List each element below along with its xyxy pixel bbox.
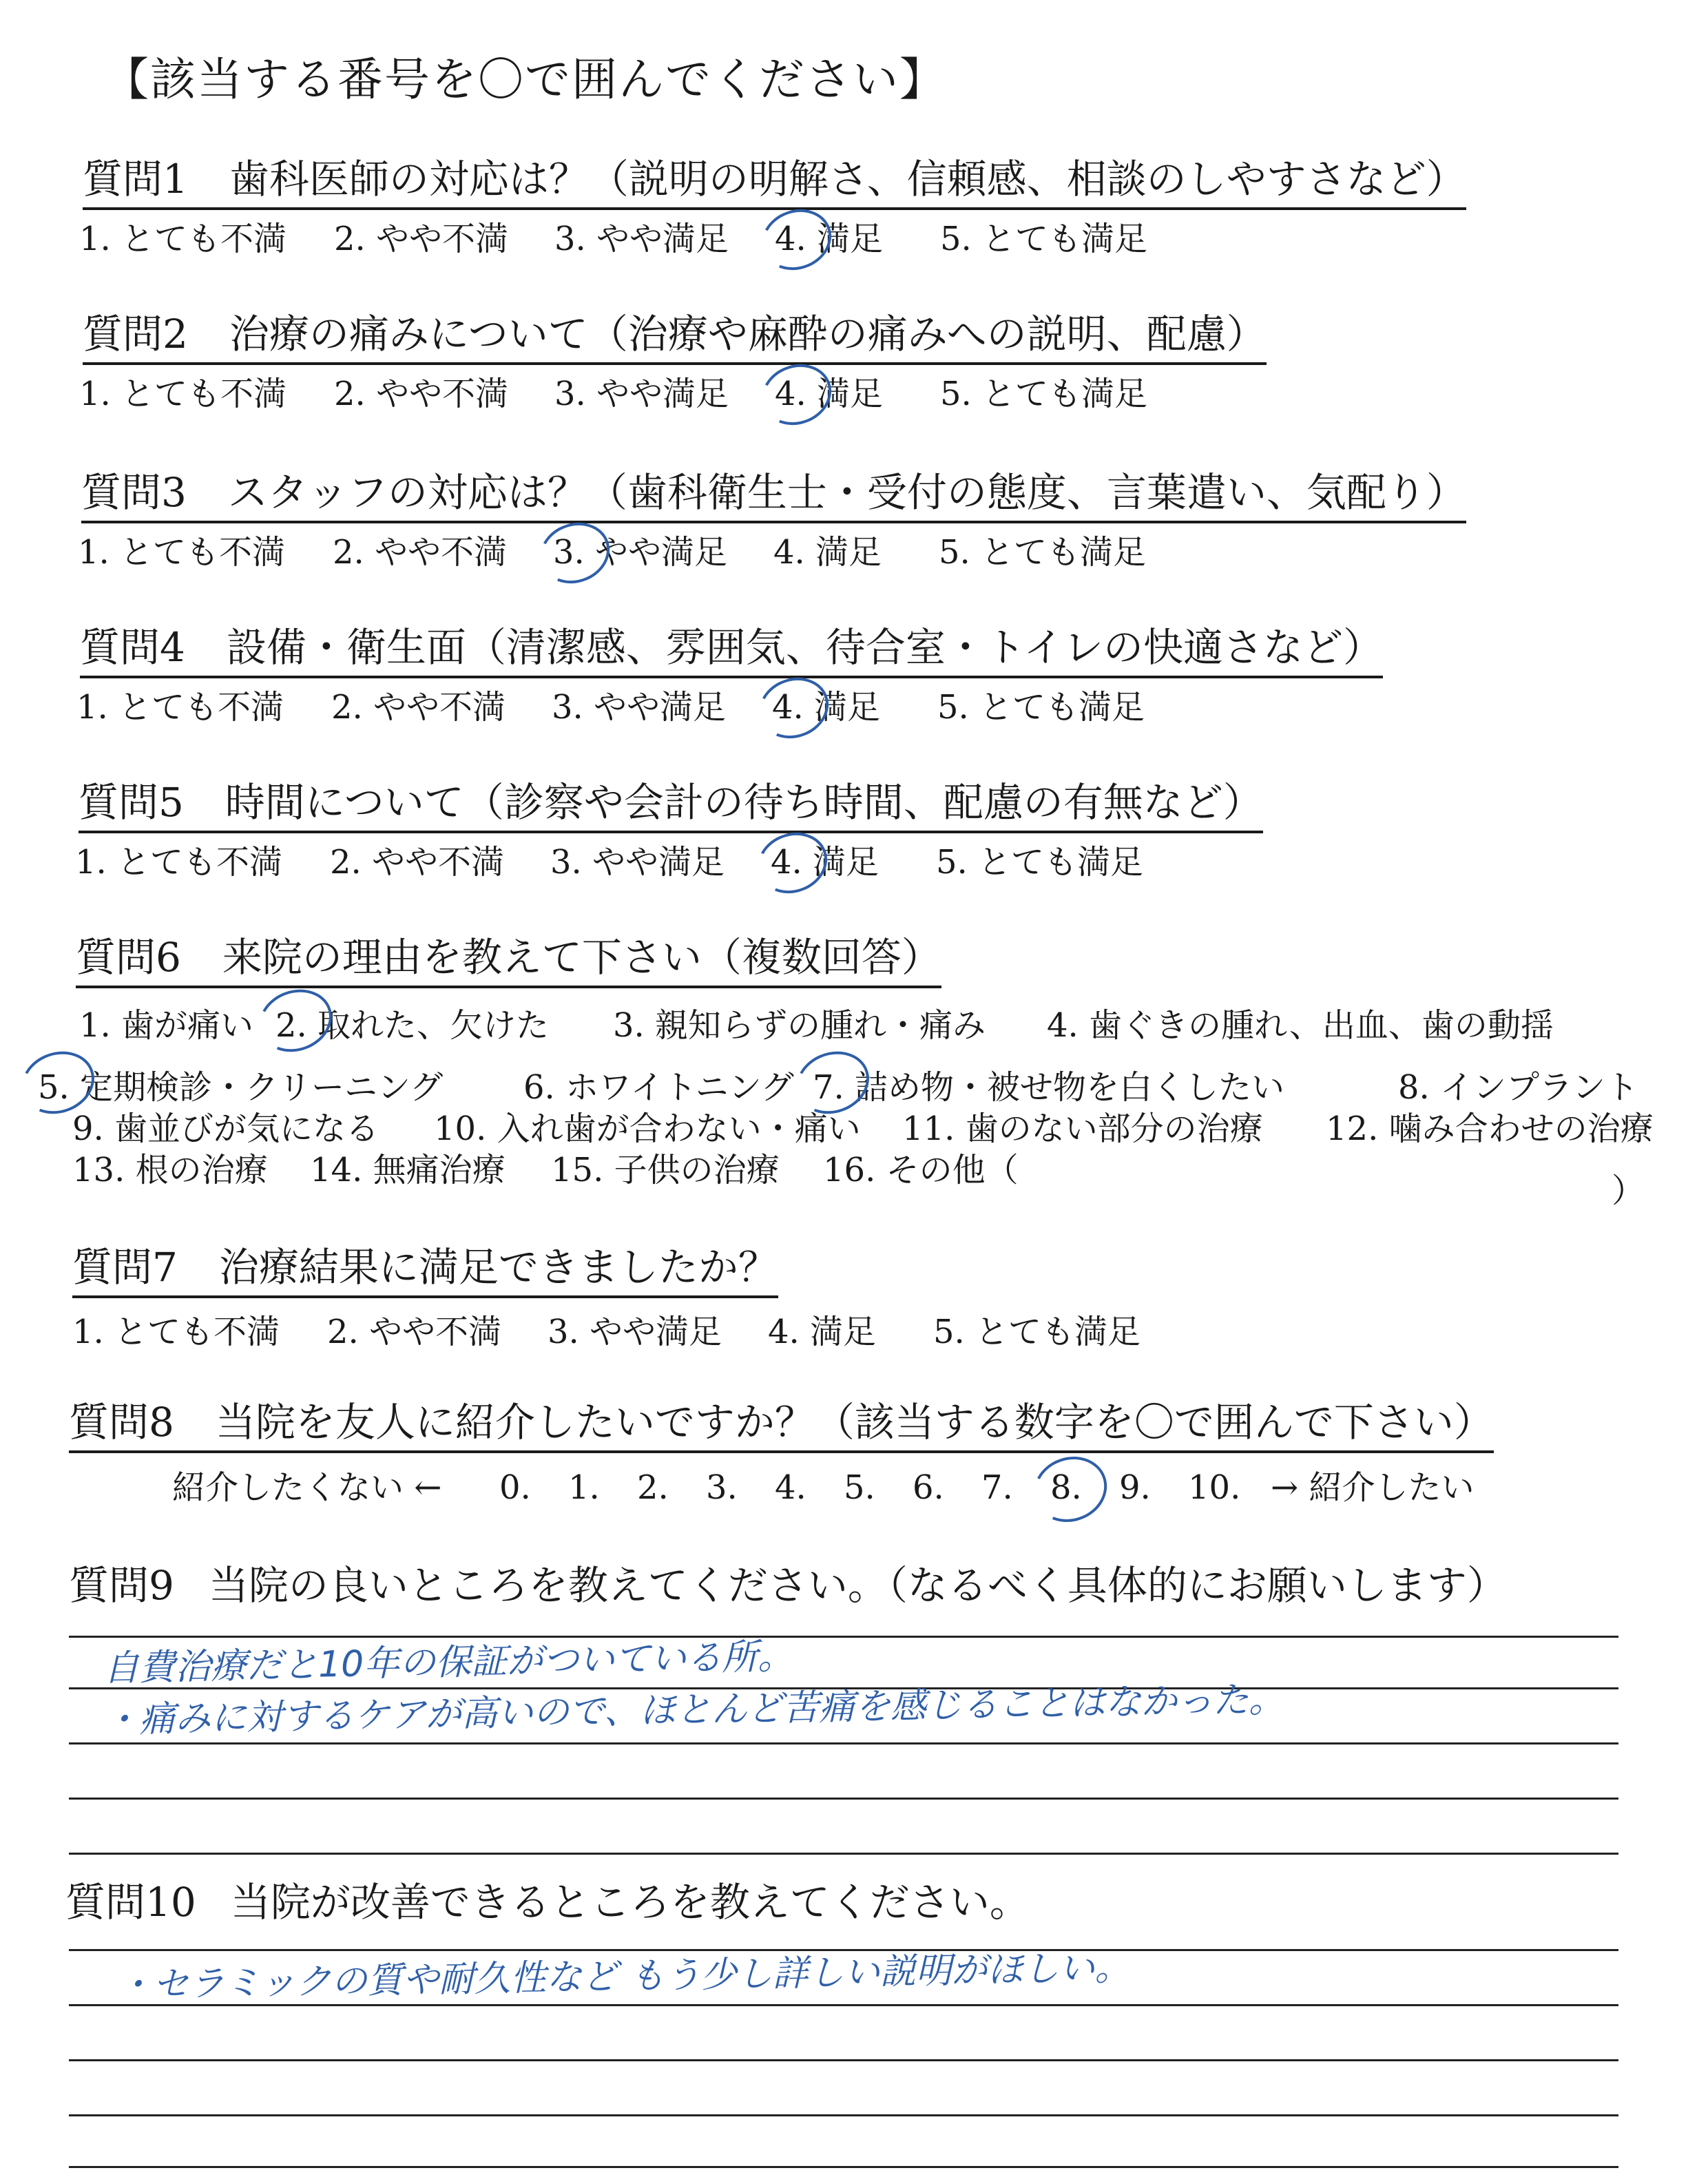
question-text: 時間について（診察や会計の待ち時間、配慮の有無など） bbox=[225, 779, 1263, 826]
question-7-heading bbox=[72, 1243, 778, 1298]
pen-circle-mark bbox=[749, 823, 835, 903]
answer-line bbox=[69, 1853, 1618, 1855]
question-number: 質問2 bbox=[83, 311, 188, 357]
rating-option[interactable]: 3. やや満足 bbox=[552, 688, 727, 727]
question-4-options bbox=[76, 687, 1247, 728]
rating-option[interactable]: 3. やや満足 bbox=[554, 375, 729, 413]
reason-option[interactable]: 12. 噛み合わせの治療 bbox=[1326, 1110, 1654, 1148]
rating-option[interactable]: 1. とても不満 bbox=[76, 688, 284, 727]
reason-option[interactable]: 3. 親知らずの腫れ・痛み bbox=[613, 1006, 986, 1045]
recommend-score-option[interactable]: 8. bbox=[1050, 1468, 1082, 1507]
recommend-score-option[interactable]: 4. bbox=[775, 1468, 806, 1507]
reason-option[interactable]: 2. 取れた、欠けた bbox=[275, 1006, 550, 1045]
pen-circle-mark bbox=[750, 668, 837, 748]
question-text: 歯科医師の対応は？（説明の明解さ、信頼感、相談のしやすさなど） bbox=[229, 156, 1466, 202]
question-8-heading bbox=[69, 1398, 1494, 1453]
question-text: 設備・衛生面（清潔感、雰囲気、待合室・トイレの快適さなど） bbox=[226, 624, 1384, 671]
rating-option[interactable]: 2. やや不満 bbox=[330, 843, 505, 882]
recommend-score-option[interactable]: 3. bbox=[706, 1468, 738, 1507]
question-text: 治療の痛みについて（治療や麻酔の痛みへの説明、配慮） bbox=[229, 311, 1267, 357]
reason-option[interactable]: 5. 定期検診・クリーニング bbox=[38, 1068, 444, 1107]
rating-option[interactable]: 2. やや不満 bbox=[327, 1313, 502, 1351]
reason-option[interactable]: 9. 歯並びが気になる bbox=[72, 1110, 379, 1148]
rating-option[interactable]: 4. 満足 bbox=[775, 220, 884, 258]
rating-option[interactable]: 1. とても不満 bbox=[75, 843, 283, 882]
recommend-score-option[interactable]: 6. bbox=[913, 1468, 944, 1507]
handwritten-answer: 自費治療だと10年の保証がついている所。 bbox=[103, 1636, 794, 1689]
recommend-score-option[interactable]: 9. bbox=[1119, 1468, 1151, 1507]
question-2-options bbox=[79, 373, 1250, 415]
reason-option[interactable]: ） bbox=[1612, 1171, 1645, 1210]
reason-option[interactable]: 13. 根の治療 bbox=[72, 1151, 268, 1189]
pen-circle-mark bbox=[1024, 1446, 1116, 1532]
rating-option[interactable]: 2. やや不満 bbox=[334, 375, 509, 413]
recommend-score-option[interactable]: 7. bbox=[981, 1468, 1013, 1507]
question-text: 治療結果に満足できましたか？ bbox=[218, 1244, 778, 1291]
page-title: 【該当する番号を〇で囲んでください】 bbox=[103, 53, 946, 106]
question-8-scale bbox=[172, 1467, 1515, 1515]
scale-left-label: 紹介したくない ← bbox=[172, 1468, 442, 1507]
rating-option[interactable]: 1. とても不満 bbox=[72, 1313, 280, 1351]
question-number: 質問9 bbox=[69, 1562, 174, 1609]
rating-option[interactable]: 2. やや不満 bbox=[331, 688, 506, 727]
rating-option[interactable]: 4. 満足 bbox=[772, 688, 881, 727]
rating-option[interactable]: 1. とても不満 bbox=[79, 220, 287, 258]
question-9-heading bbox=[69, 1553, 1507, 1611]
reason-option[interactable]: 6. ホワイトニング bbox=[523, 1068, 794, 1107]
answer-line bbox=[69, 2166, 1618, 2168]
question-3-options bbox=[78, 532, 1249, 573]
answer-line bbox=[69, 2004, 1618, 2006]
rating-option[interactable]: 4. 満足 bbox=[773, 533, 882, 572]
rating-option[interactable]: 4. 満足 bbox=[775, 375, 884, 413]
rating-option[interactable]: 4. 満足 bbox=[768, 1313, 877, 1351]
rating-option[interactable]: 1. とても不満 bbox=[78, 533, 286, 572]
rating-option[interactable]: 5. とても満足 bbox=[939, 533, 1147, 572]
pen-circle-mark bbox=[753, 200, 840, 280]
reason-option[interactable]: 14. 無痛治療 bbox=[310, 1151, 506, 1189]
rating-option[interactable]: 2. やや不満 bbox=[333, 533, 508, 572]
question-number: 質問1 bbox=[83, 156, 188, 202]
reason-option[interactable]: 8. インプラント bbox=[1398, 1068, 1639, 1107]
question-10-heading bbox=[65, 1870, 1030, 1928]
question-5-heading bbox=[79, 778, 1263, 833]
question-text: スタッフの対応は？（歯科衛生士・受付の態度、言葉遣い、気配り） bbox=[227, 469, 1466, 516]
question-text: 当院の良いところを教えてください。（なるべく具体的にお願いします） bbox=[208, 1562, 1507, 1609]
question-number: 質問6 bbox=[76, 934, 181, 981]
reason-option[interactable]: 11. 歯のない部分の治療 bbox=[902, 1110, 1263, 1148]
question-3-heading bbox=[81, 468, 1466, 523]
reason-option[interactable]: 7. 詰め物・被せ物を白くしたい bbox=[813, 1068, 1285, 1107]
question-1-heading bbox=[83, 155, 1466, 210]
reason-option[interactable]: 4. 歯ぐきの腫れ、出血、歯の動揺 bbox=[1047, 1006, 1554, 1045]
answer-line bbox=[69, 2114, 1618, 2116]
question-5-options bbox=[75, 842, 1246, 883]
rating-option[interactable]: 3. やや満足 bbox=[554, 220, 729, 258]
recommend-score-option[interactable]: 2. bbox=[637, 1468, 669, 1507]
rating-option[interactable]: 3. やや満足 bbox=[548, 1313, 722, 1351]
question-1-options bbox=[79, 218, 1250, 260]
recommend-score-option[interactable]: 10. bbox=[1188, 1468, 1241, 1507]
rating-option[interactable]: 5. とても満足 bbox=[936, 843, 1144, 882]
question-4-heading bbox=[80, 623, 1383, 678]
pen-circle-mark bbox=[753, 355, 840, 435]
rating-option[interactable]: 2. やや不満 bbox=[334, 220, 509, 258]
question-number: 質問8 bbox=[69, 1399, 174, 1446]
question-2-heading bbox=[83, 310, 1267, 365]
scale-right-label: → 紹介したい bbox=[1271, 1468, 1475, 1507]
pen-circle-mark bbox=[250, 979, 341, 1062]
reason-option[interactable]: 16. その他（ bbox=[823, 1151, 1019, 1189]
rating-option[interactable]: 5. とても満足 bbox=[940, 220, 1148, 258]
answer-line bbox=[69, 2059, 1618, 2061]
reason-option[interactable]: 10. 入れ歯が合わない・痛い bbox=[434, 1110, 861, 1148]
recommend-score-option[interactable]: 1. bbox=[568, 1468, 600, 1507]
handwritten-answer: ・セラミックの質や耐久性など もう少し詳しい説明がほしい。 bbox=[116, 1947, 1131, 2006]
question-number: 質問3 bbox=[81, 469, 187, 516]
rating-option[interactable]: 4. 満足 bbox=[771, 843, 879, 882]
reason-option[interactable]: 1. 歯が痛い bbox=[79, 1006, 254, 1045]
question-text: 当院が改善できるところを教えてください。 bbox=[230, 1879, 1030, 1926]
question-number: 質問5 bbox=[79, 779, 184, 826]
question-number: 質問4 bbox=[80, 624, 185, 671]
pen-circle-mark bbox=[531, 513, 618, 593]
question-text: 当院を友人に紹介したいですか？（該当する数字を〇で囲んで下さい） bbox=[215, 1399, 1494, 1446]
rating-option[interactable]: 1. とても不満 bbox=[79, 375, 287, 413]
rating-option[interactable]: 5. とても満足 bbox=[933, 1313, 1141, 1351]
answer-line bbox=[69, 1798, 1618, 1800]
question-text: 来院の理由を教えて下さい（複数回答） bbox=[222, 934, 941, 981]
question-6-heading bbox=[76, 933, 941, 988]
rating-option[interactable]: 5. とても満足 bbox=[937, 688, 1145, 727]
question-number: 質問7 bbox=[72, 1244, 178, 1291]
reason-option[interactable]: 15. 子供の治療 bbox=[551, 1151, 780, 1189]
recommend-score-option[interactable]: 5. bbox=[844, 1468, 875, 1507]
question-number: 質問10 bbox=[65, 1879, 196, 1926]
recommend-score-option[interactable]: 0. bbox=[499, 1468, 531, 1507]
answer-line bbox=[69, 1742, 1618, 1744]
rating-option[interactable]: 5. とても満足 bbox=[940, 375, 1148, 413]
rating-option[interactable]: 3. やや満足 bbox=[550, 843, 725, 882]
rating-option[interactable]: 3. やや満足 bbox=[553, 533, 728, 572]
handwritten-answer: ・痛みに対するケアが高いので、ほとんど苦痛を感じることはなかった。 bbox=[103, 1679, 1285, 1741]
